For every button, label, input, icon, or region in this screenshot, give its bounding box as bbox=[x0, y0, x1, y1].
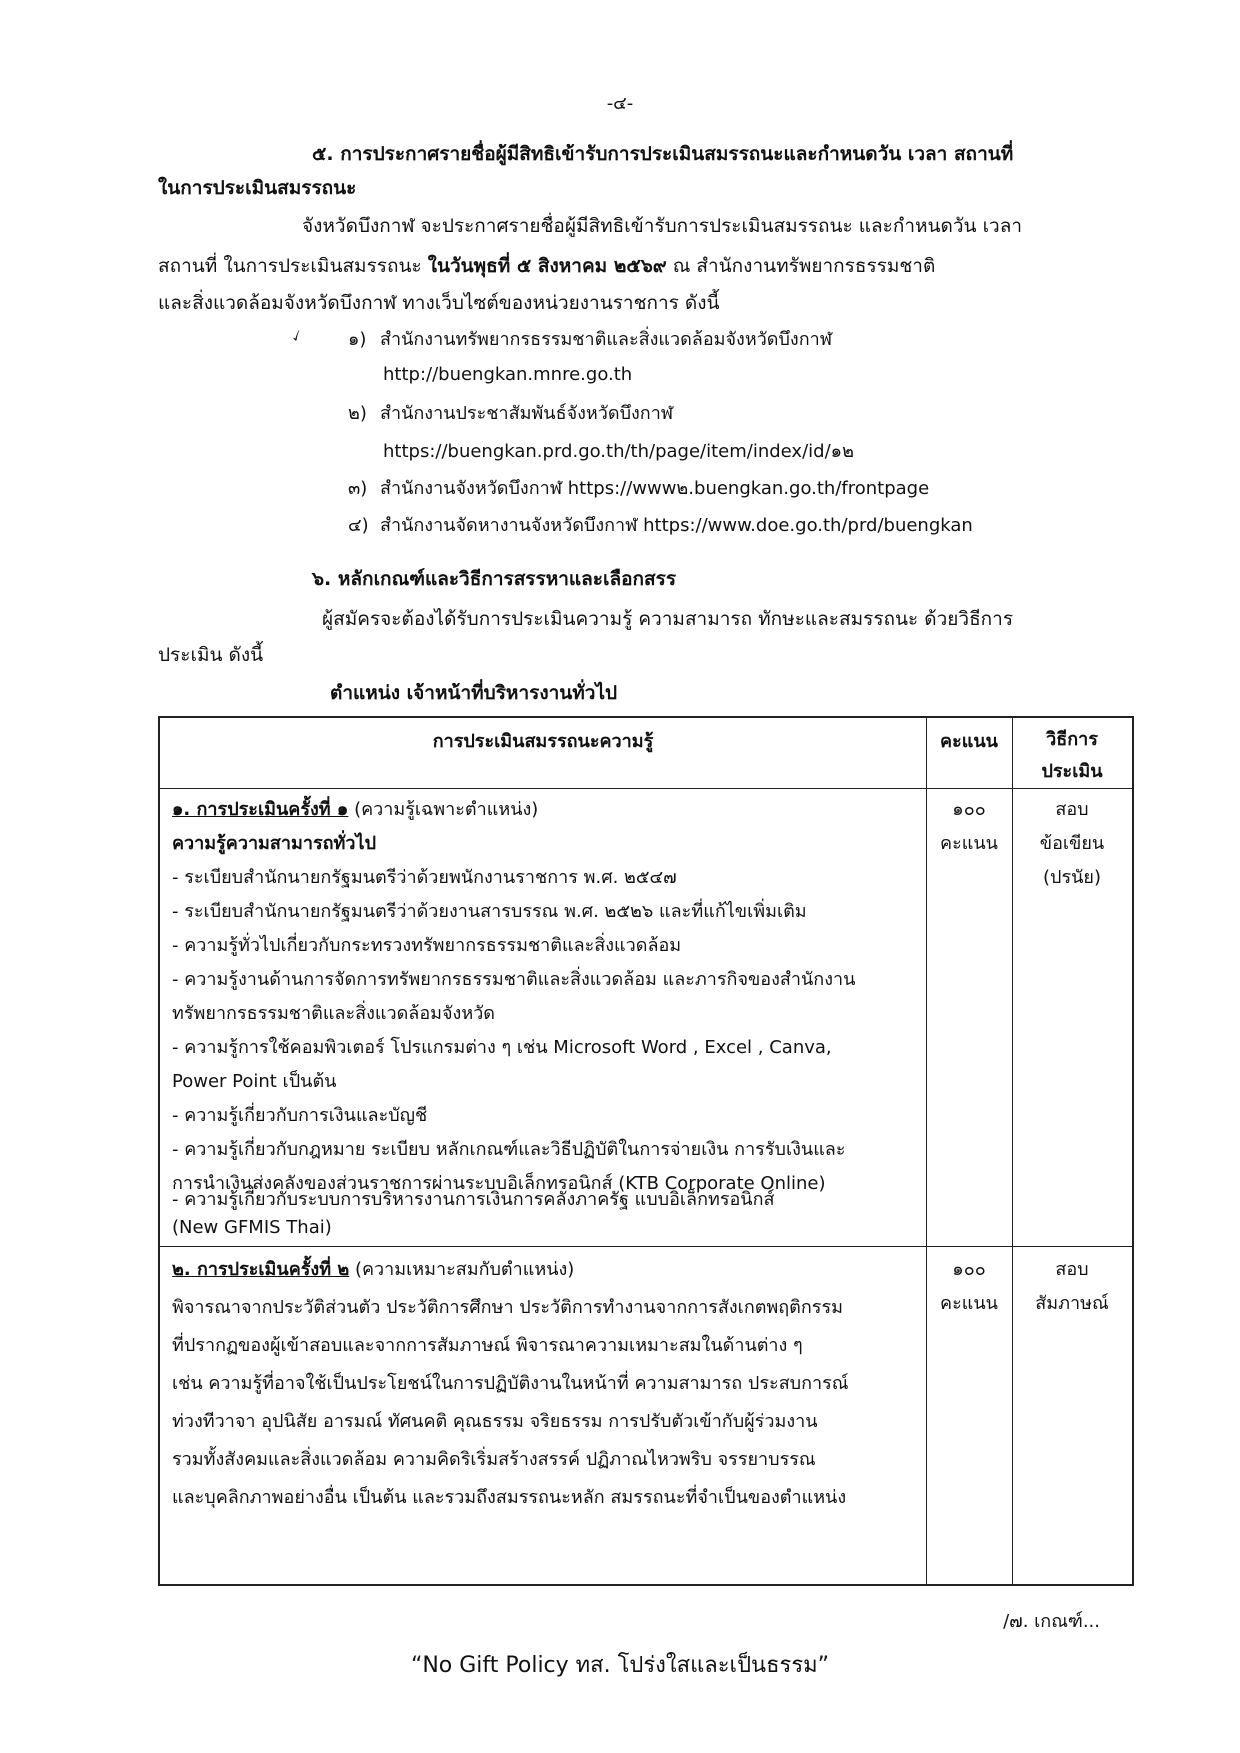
header-method-line1: วิธีการ bbox=[1046, 729, 1098, 750]
header-score: คะแนน bbox=[940, 731, 998, 752]
table-row-divider bbox=[160, 788, 1132, 789]
position-title: ตำแหน่ง เจ้าหน้าที่บริหารงานทั่วไป bbox=[330, 682, 618, 704]
row1-line: - ความรู้เกี่ยวกับการเงินและบัญชี bbox=[172, 1105, 428, 1126]
row1-line: - ระเบียบสำนักนายกรัฐมนตรีว่าด้วยพนักงานราชการ พ.ศ. ๒๕๔๗ bbox=[172, 867, 677, 888]
section6-paragraph-line1: ผู้สมัครจะต้องได้รับการประเมินความรู้ ความสามารถ ทักษะและสมรรถนะ ด้วยวิธีการ bbox=[322, 608, 1014, 630]
announcement-date: ในวันพุธที่ ๕ สิงหาคม ๒๕๖๙ bbox=[427, 255, 667, 277]
row2-line: ท่วงทีวาจา อุปนิสัย อารมณ์ ทัศนคติ คุณธรรม จริยธรรม การปรับตัวเข้ากับผู้ร่วมงาน bbox=[172, 1411, 818, 1432]
row2-line: และบุคลิกภาพอย่างอื่น เป็นต้น และรวมถึงสมรรถนะหลัก สมรรถนะที่จำเป็นของตำแหน่ง bbox=[172, 1487, 847, 1508]
website-item-1 bbox=[348, 328, 832, 352]
section6-heading: ๖. หลักเกณฑ์และวิธีการสรรหาและเลือกสรร bbox=[312, 568, 677, 590]
website-item-2-url[interactable]: https://buengkan.prd.go.th/th/page/item/index/id/๑๒ bbox=[383, 441, 854, 462]
section5-paragraph-line2 bbox=[158, 254, 935, 278]
row1-line: Power Point เป็นต้น bbox=[172, 1071, 337, 1092]
website-item-3-number: ๓) bbox=[348, 478, 368, 499]
row1-line: การนำเงินส่งคลังของส่วนราชการผ่านระบบอิเล็กทรอนิกส์ (KTB Corporate Online) bbox=[172, 1173, 826, 1194]
row2-line: พิจารณาจากประวัติส่วนตัว ประวัติการศึกษา ประวัติการทำงานจากการสังเกตพฤติกรรม bbox=[172, 1297, 843, 1318]
row1-line: (New GFMIS Thai) bbox=[172, 1217, 332, 1238]
section6-paragraph-line2: ประเมิน ดังนี้ bbox=[158, 644, 264, 666]
row2-title bbox=[172, 1258, 574, 1282]
row1-title-note: (ความรู้เฉพาะตำแหน่ง) bbox=[348, 799, 539, 820]
website-item-1-number: ๑) bbox=[348, 329, 367, 350]
website-item-2-number: ๒) bbox=[348, 403, 367, 424]
section5-heading-line2: ในการประเมินสมรรถนะ bbox=[158, 177, 357, 199]
section5-paragraph-line3: และสิ่งแวดล้อมจังหวัดบึงกาฬ ทางเว็บไซต์ของหน่วยงานราชการ ดังนี้ bbox=[158, 292, 720, 314]
website-item-2-text: สำนักงานประชาสัมพันธ์จังหวัดบึงกาฬ bbox=[380, 403, 674, 424]
next-page-reference: /๗. เกณฑ์... bbox=[1003, 1611, 1100, 1632]
row1-line: ทรัพยากรธรรมชาติและสิ่งแวดล้อมจังหวัด bbox=[172, 1003, 495, 1024]
row2-score-value: ๑๐๐ bbox=[952, 1259, 986, 1280]
row1-title bbox=[172, 798, 538, 822]
website-item-3-text[interactable]: สำนักงานจังหวัดบึงกาฬ https://www๒.buengkan.go.th/frontpage bbox=[380, 478, 930, 499]
section5-heading-line1: ๕. การประกาศรายชื่อผู้มีสิทธิเข้ารับการประเมินสมรรถนะและกำหนดวัน เวลา สถานที่ bbox=[312, 143, 1014, 165]
row1-subtitle: ความรู้ความสามารถทั่วไป bbox=[172, 833, 376, 854]
website-item-4-number: ๔) bbox=[348, 515, 369, 536]
row1-line: - ความรู้เกี่ยวกับกฎหมาย ระเบียบ หลักเกณฑ์และวิธีปฏิบัติในการจ่ายเงิน การรับเงินและ bbox=[172, 1139, 846, 1160]
row1-title-main: ๑. การประเมินครั้งที่ ๑ bbox=[172, 799, 349, 820]
section5-paragraph-line2-a: สถานที่ ในการประเมินสมรรถนะ bbox=[158, 255, 428, 277]
section5-paragraph-line1: จังหวัดบึงกาฬ จะประกาศรายชื่อผู้มีสิทธิเข้ารับการประเมินสมรรถนะ และกำหนดวัน เวลา bbox=[302, 215, 1023, 237]
section5-paragraph-line2-c: ณ สำนักงานทรัพยากรธรรมชาติ bbox=[666, 255, 936, 277]
row1-line: - ความรู้การใช้คอมพิวเตอร์ โปรแกรมต่าง ๆ เช่น Microsoft Word , Excel , Canva, bbox=[172, 1037, 832, 1058]
row1-method-line3: (ปรนัย) bbox=[1043, 867, 1101, 888]
row2-title-main: ๒. การประเมินครั้งที่ ๒ bbox=[172, 1259, 350, 1280]
row2-title-note: (ความเหมาะสมกับตำแหน่ง) bbox=[349, 1259, 575, 1280]
row1-line: - ความรู้งานด้านการจัดการทรัพยากรธรรมชาติและสิ่งแวดล้อม และภารกิจของสำนักงาน bbox=[172, 969, 856, 990]
row1-method-line1: สอบ bbox=[1055, 799, 1089, 820]
pen-mark-icon: 🗸 bbox=[286, 324, 306, 349]
row1-score-unit: คะแนน bbox=[940, 833, 998, 854]
website-item-3 bbox=[348, 477, 929, 501]
row2-score-unit: คะแนน bbox=[940, 1293, 998, 1314]
website-item-1-url[interactable]: http://buengkan.mnre.go.th bbox=[383, 364, 633, 385]
table-row-divider bbox=[160, 1246, 1132, 1247]
header-assessment: การประเมินสมรรถนะความรู้ bbox=[432, 731, 654, 752]
header-method-line2: ประเมิน bbox=[1041, 761, 1103, 782]
row1-line: - ความรู้เกี่ยวกับระบบการบริหารงานการเงินการคลังภาครัฐ แบบอิเล็กทรอนิกส์ bbox=[172, 1189, 775, 1210]
row1-line: - ระเบียบสำนักนายกรัฐมนตรีว่าด้วยงานสารบรรณ พ.ศ. ๒๕๒๖ และที่แก้ไขเพิ่มเติม bbox=[172, 901, 807, 922]
row2-line: เช่น ความรู้ที่อาจใช้เป็นประโยชน์ในการปฏิบัติงานในหน้าที่ ความสามารถ ประสบการณ์ bbox=[172, 1373, 849, 1394]
row1-score-value: ๑๐๐ bbox=[952, 799, 986, 820]
website-item-4 bbox=[348, 514, 973, 538]
row2-line: ที่ปรากฏของผู้เข้าสอบและจากการสัมภาษณ์ พิจารณาความเหมาะสมในด้านต่าง ๆ bbox=[172, 1335, 803, 1356]
website-item-2 bbox=[348, 402, 673, 426]
website-item-1-text: สำนักงานทรัพยากรธรรมชาติและสิ่งแวดล้อมจังหวัดบึงกาฬ bbox=[380, 329, 833, 350]
row1-method-line2: ข้อเขียน bbox=[1039, 833, 1105, 854]
website-item-4-text[interactable]: สำนักงานจัดหางานจังหวัดบึงกาฬ https://www.doe.go.th/prd/buengkan bbox=[380, 515, 973, 536]
footer-motto: “No Gift Policy ทส. โปร่งใสและเป็นธรรม” bbox=[410, 1653, 830, 1678]
assessment-table bbox=[158, 716, 1134, 1586]
row1-line: - ความรู้ทั่วไปเกี่ยวกับกระทรวงทรัพยากรธรรมชาติและสิ่งแวดล้อม bbox=[172, 935, 682, 956]
row2-method-line2: สัมภาษณ์ bbox=[1035, 1293, 1109, 1314]
row2-method-line1: สอบ bbox=[1055, 1259, 1089, 1280]
row2-line: รวมทั้งสังคมและสิ่งแวดล้อม ความคิดริเริ่มสร้างสรรค์ ปฏิภาณไหวพริบ จรรยาบรรณ bbox=[172, 1449, 816, 1470]
page-number: -๔- bbox=[606, 93, 634, 114]
